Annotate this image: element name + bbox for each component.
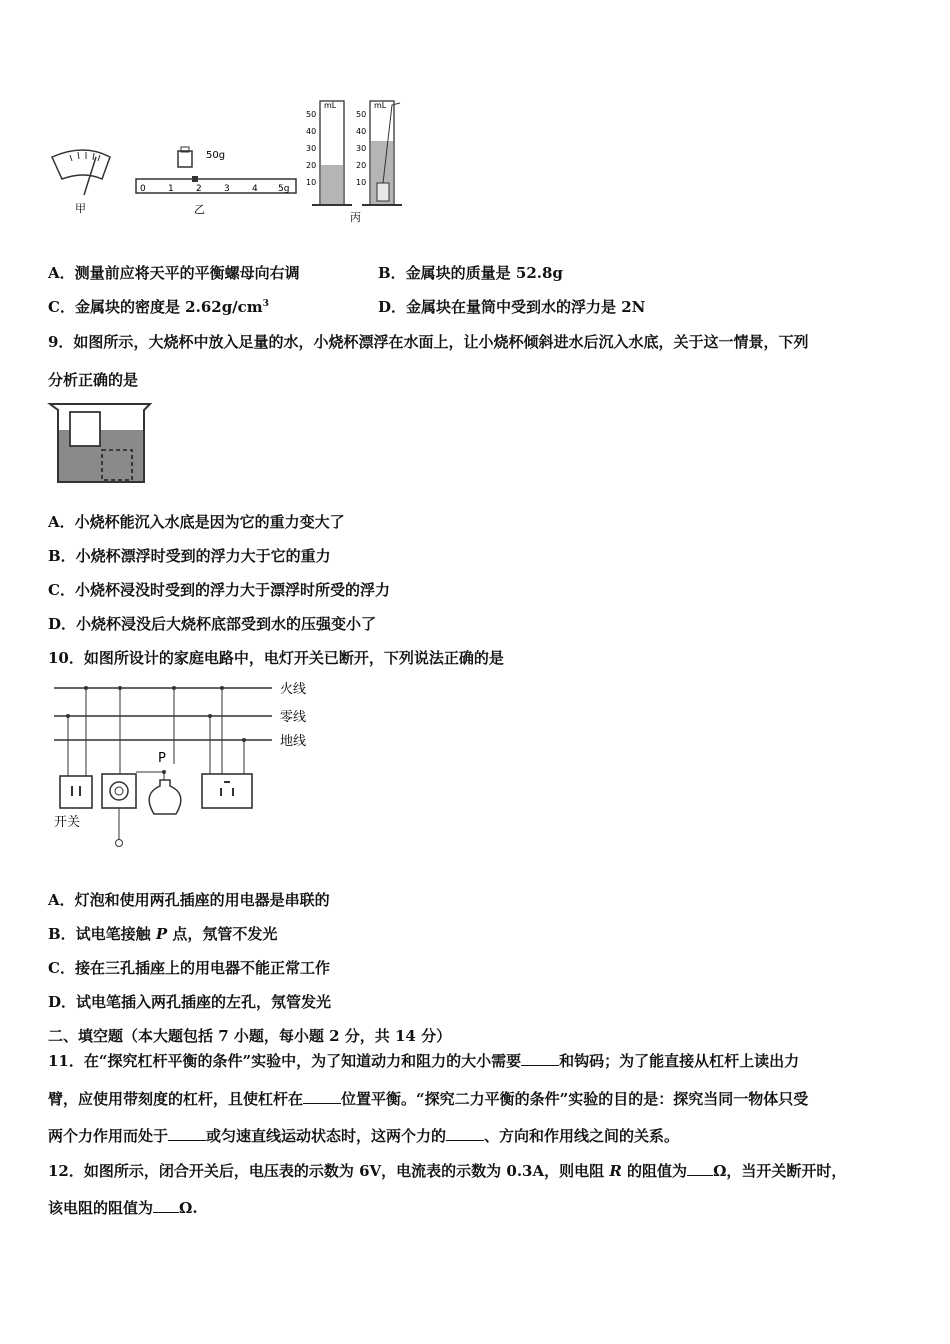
cyl-tick: 30 bbox=[356, 144, 367, 153]
q12-l1b: 的阻值为 bbox=[621, 1162, 688, 1180]
q11-l2b: 位置平衡。“探究二力平衡的条件”实验的目的是：探究当同一物体只受 bbox=[341, 1090, 809, 1108]
q9-option-d: D．小烧杯浸没后大烧杯底部受到水的压强变小了 bbox=[48, 615, 377, 633]
q11-line2 bbox=[48, 1088, 808, 1109]
q9-option-b: B．小烧杯漂浮时受到的浮力大于它的重力 bbox=[48, 547, 331, 565]
q12-line2 bbox=[48, 1197, 198, 1218]
q10-option-b-pre: B．试电笔接触 bbox=[48, 925, 156, 943]
q11-l3c: 、方向和作用线之间的关系。 bbox=[484, 1127, 680, 1145]
cyl-tick: 10 bbox=[356, 178, 367, 187]
cyl-tick: 50 bbox=[356, 110, 367, 119]
q10-option-b bbox=[48, 923, 277, 944]
q10-stem: 10．如图所设计的家庭电路中，电灯开关已断开，下列说法正确的是 bbox=[48, 649, 504, 667]
q11-line3 bbox=[48, 1125, 679, 1146]
fig1-label-c: 丙 bbox=[350, 211, 361, 224]
q12-l1c: Ω，当开关断开时， bbox=[713, 1162, 847, 1180]
q11-line1 bbox=[48, 1050, 799, 1071]
q8-option-a: A．测量前应将天平的平衡螺母向右调 bbox=[48, 264, 300, 282]
live-wire-label: 火线 bbox=[280, 682, 307, 697]
ruler-tick: 4 bbox=[252, 184, 258, 194]
point-p-label: P bbox=[158, 751, 166, 766]
cyl-unit: mL bbox=[324, 101, 337, 110]
cyl-tick: 40 bbox=[356, 127, 367, 136]
ground-wire-label: 地线 bbox=[280, 734, 307, 749]
answer-blank[interactable] bbox=[687, 1163, 713, 1176]
q11-l2a: 臂，应使用带刻度的杠杆，且使杠杆在 bbox=[48, 1090, 304, 1108]
q11-l3b: 或匀速直线运动状态时，这两个力的 bbox=[206, 1127, 447, 1145]
q9-option-c: C．小烧杯浸没时受到的浮力大于漂浮时所受的浮力 bbox=[48, 581, 390, 599]
ruler-tick: 3 bbox=[224, 184, 230, 194]
answer-blank[interactable] bbox=[153, 1200, 179, 1213]
q12-l1a: 12．如图所示，闭合开关后，电压表的示数为 6V，电流表的示数为 0.3A，则电阻 bbox=[48, 1162, 610, 1180]
section-title: 二、填空题（本大题包括 7 小题，每小题 2 分，共 14 分） bbox=[48, 1027, 452, 1045]
q12-l2b: Ω. bbox=[179, 1199, 198, 1217]
q10-option-c: C．接在三孔插座上的用电器不能正常工作 bbox=[48, 959, 330, 977]
answer-blank[interactable] bbox=[446, 1128, 484, 1141]
q8-option-c bbox=[48, 296, 269, 317]
q10-option-b-post: 点，氖管不发光 bbox=[167, 925, 278, 943]
q12-l2a: 该电阻的阻值为 bbox=[48, 1199, 154, 1217]
q8-option-d: D．金属块在量筒中受到水的浮力是 2N bbox=[378, 298, 646, 316]
cyl-tick: 10 bbox=[306, 178, 317, 187]
q9-stem-line2: 分析正确的是 bbox=[48, 371, 139, 389]
q10-option-a: A．灯泡和使用两孔插座的用电器是串联的 bbox=[48, 891, 330, 909]
fig1-label-b: 乙 bbox=[194, 203, 205, 216]
fig1-label-a: 甲 bbox=[75, 202, 86, 215]
neutral-wire-label: 零线 bbox=[280, 710, 307, 725]
q8-option-c-text: C．金属块的密度是 2.62g/cm bbox=[48, 298, 263, 316]
figure-household-circuit bbox=[40, 676, 320, 856]
answer-blank[interactable] bbox=[521, 1053, 559, 1066]
q9-option-a: A．小烧杯能沉入水底是因为它的重力变大了 bbox=[48, 513, 345, 531]
q10-option-d: D．试电笔插入两孔插座的左孔，氖管发光 bbox=[48, 993, 332, 1011]
cyl-tick: 50 bbox=[306, 110, 317, 119]
cyl-tick: 40 bbox=[306, 127, 317, 136]
answer-blank[interactable] bbox=[168, 1128, 206, 1141]
ruler-tick: 2 bbox=[196, 184, 202, 194]
cyl-tick: 20 bbox=[356, 161, 367, 170]
ruler-tick: 1 bbox=[168, 184, 174, 194]
q8-option-c-sup: 3 bbox=[262, 299, 269, 309]
q11-l1b: 和钩码；为了能直接从杠杆上读出力 bbox=[559, 1052, 800, 1070]
q12-l1-var: R bbox=[609, 1162, 622, 1180]
ruler-tick: 0 bbox=[140, 184, 146, 194]
cyl-unit: mL bbox=[374, 101, 387, 110]
ruler-tick: 5g bbox=[278, 184, 290, 194]
answer-blank[interactable] bbox=[303, 1091, 341, 1104]
switch-label: 开关 bbox=[54, 815, 81, 830]
q8-option-b: B．金属块的质量是 52.8g bbox=[378, 264, 563, 282]
figure-balance-ruler-cylinders bbox=[40, 95, 430, 230]
figure-beakers bbox=[46, 400, 156, 486]
cyl-tick: 20 bbox=[306, 161, 317, 170]
q12-line1 bbox=[48, 1160, 846, 1181]
weight-label: 50g bbox=[206, 150, 226, 161]
q10-option-b-var: P bbox=[155, 925, 168, 943]
balance-pointer-dial bbox=[52, 150, 110, 195]
q11-l1a: 11．在“探究杠杆平衡的条件”实验中，为了知道动力和阻力的大小需要 bbox=[48, 1052, 522, 1070]
q9-stem-line1: 9．如图所示，大烧杯中放入足量的水，小烧杯漂浮在水面上，让小烧杯倾斜进水后沉入水底，关于这一情景，下列 bbox=[48, 333, 809, 351]
q11-l3a: 两个力作用而处于 bbox=[48, 1127, 169, 1145]
cyl-tick: 30 bbox=[306, 144, 317, 153]
